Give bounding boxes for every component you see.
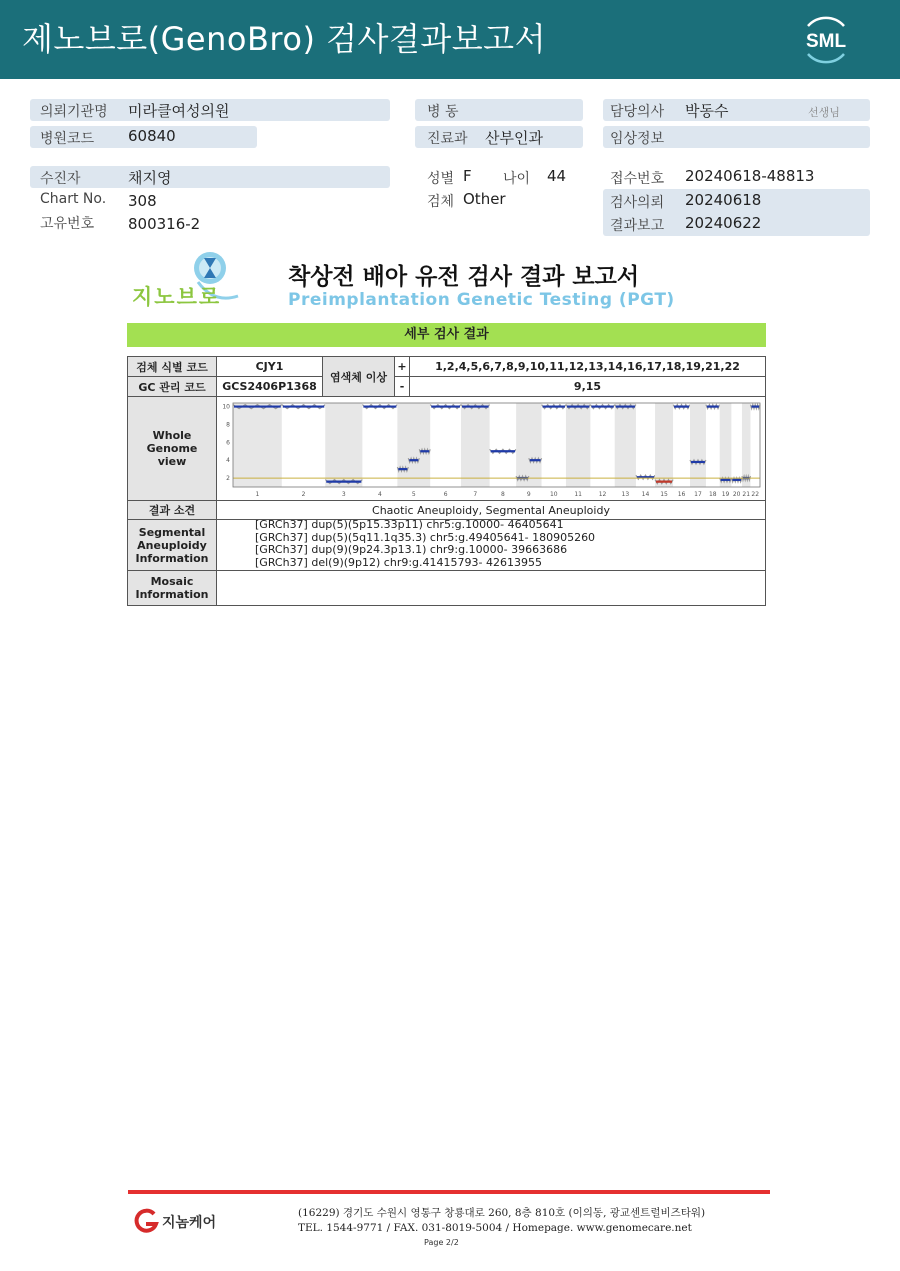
x-axis-label: 10	[549, 491, 558, 498]
chromosome-abnormal-label: 염색체 이상	[322, 356, 395, 397]
x-axis-label: 1	[255, 491, 260, 498]
report-title-english: Preimplantation Genetic Testing (PGT)	[288, 290, 675, 310]
examinee-label: 수진자	[40, 171, 81, 187]
sml-logo-icon	[798, 12, 854, 68]
request-date-label: 검사의뢰	[610, 195, 665, 211]
doctor-value: 박동수	[685, 102, 729, 120]
hospital-code-value: 60840	[128, 127, 176, 145]
doctor-label: 담당의사	[610, 104, 665, 120]
finding-label: 결과 소견	[127, 500, 217, 520]
institution-value: 미라클여성의원	[128, 102, 230, 120]
chromosome-band	[720, 403, 732, 487]
examinee-value: 채지영	[128, 169, 172, 187]
chromosome-band	[233, 403, 282, 487]
x-axis-label: 11	[574, 491, 582, 498]
unique-no-label: 고유번호	[40, 216, 95, 232]
x-axis-label: 16	[677, 491, 686, 498]
y-axis-tick: 6	[226, 439, 230, 447]
unique-no-value: 800316-2	[128, 215, 201, 233]
x-axis-label: 9	[526, 491, 531, 498]
specimen-label: 검체	[427, 194, 455, 210]
page-number: Page 2/2	[424, 1238, 459, 1247]
department-label: 진료과	[427, 131, 468, 147]
mosaic-info-value	[216, 570, 766, 606]
age-value: 44	[547, 167, 567, 185]
chart-no-label: Chart No.	[40, 191, 107, 207]
chromosome-band	[615, 403, 636, 487]
segmental-line: [GRCh37] dup(9)(9p24.3p13.1) chr9:g.10000- 39663686	[255, 543, 568, 556]
company-address-block	[298, 1206, 705, 1236]
receipt-value: 20240618-48813	[685, 167, 815, 185]
chromosome-band	[566, 403, 590, 487]
x-axis-label: 7	[473, 491, 478, 498]
genobro-logo-text: 지노브로	[132, 285, 222, 309]
whole-genome-view-label: Whole Genome view	[127, 396, 217, 501]
chromosome-band	[655, 403, 673, 487]
institution-label: 의뢰기관명	[40, 104, 108, 120]
genomecare-logo-icon	[132, 1208, 160, 1234]
company-contact: TEL. 1544-9771 / FAX. 031-8019-5004 / Homepage. www.genomecare.net	[298, 1222, 692, 1234]
company-address: (16229) 경기도 수원시 영통구 창룡대로 260, 8층 810호 (이의동, 광교센트럴비즈타워)	[298, 1207, 706, 1219]
x-axis-label: 2	[301, 491, 306, 498]
x-axis-label: 6	[443, 491, 448, 498]
ward-label: 병 동	[427, 104, 459, 120]
x-axis-label: 13	[621, 491, 630, 498]
x-axis-label: 22	[751, 491, 760, 498]
sex-label: 성별	[427, 171, 455, 187]
x-axis-label: 17	[694, 491, 702, 498]
y-axis-tick: 4	[226, 457, 230, 465]
x-axis-label: 19	[721, 491, 730, 498]
chromosome-band	[461, 403, 490, 487]
x-axis-label: 20	[732, 491, 741, 498]
chromosome-band	[397, 403, 430, 487]
segmental-aneuploidy-list	[255, 519, 595, 569]
examinee-row-bg	[30, 166, 390, 188]
department-value: 산부인과	[485, 129, 543, 147]
detail-section-header: 세부 검사 결과	[127, 323, 766, 347]
sex-value: F	[463, 167, 472, 185]
age-label: 나이	[503, 171, 531, 187]
x-axis-label: 18	[708, 491, 717, 498]
y-axis-tick: 8	[226, 421, 230, 429]
receipt-label: 접수번호	[610, 171, 665, 187]
chromosome-band	[690, 403, 706, 487]
chromosome-band	[325, 403, 362, 487]
x-axis-label: 12	[598, 491, 607, 498]
whole-genome-view-cell	[216, 396, 766, 501]
request-date-value: 20240618	[685, 191, 762, 209]
loss-sign: -	[394, 376, 410, 397]
gain-sign: +	[394, 356, 410, 377]
x-axis-label: 5	[411, 491, 416, 498]
gc-code-label: GC 관리 코드	[127, 376, 217, 397]
doctor-suffix: 선생님	[808, 106, 840, 119]
footer-divider	[128, 1190, 770, 1194]
hospital-code-label: 병원코드	[40, 131, 95, 147]
clinical-label: 임상정보	[610, 131, 665, 147]
mosaic-info-label: Mosaic Information	[127, 570, 217, 606]
specimen-code-label: 검체 식별 코드	[127, 356, 217, 377]
gain-chromosomes: 1,2,4,5,6,7,8,9,10,11,12,13,14,16,17,18,19,21,22	[409, 356, 766, 377]
x-axis-label: 8	[500, 491, 505, 498]
plot-frame	[233, 403, 760, 487]
page-title: 제노브로(GenoBro) 검사결과보고서	[22, 20, 547, 58]
segmental-line: [GRCh37] dup(5)(5q11.1q35.3) chr5:g.49405641- 180905260	[255, 530, 596, 544]
report-date-value: 20240622	[685, 214, 762, 232]
x-axis-label: 15	[660, 491, 668, 498]
genobro-logo	[128, 248, 248, 312]
segmental-line: [GRCh37] del(9)(9p12) chr9:g.41415793- 42613955	[255, 555, 542, 569]
company-name: 지놈케어	[162, 1215, 217, 1231]
x-axis-label: 14	[641, 491, 650, 498]
segmental-line: [GRCh37] dup(5)(5p15.33p11) chr5:g.10000- 46405641	[255, 518, 564, 531]
y-axis-tick: 2	[226, 475, 230, 483]
report-title-korean: 착상전 배아 유전 검사 결과 보고서	[288, 264, 640, 290]
report-date-label: 결과보고	[610, 218, 665, 234]
chart-no-value: 308	[128, 192, 157, 210]
gc-code-value: GCS2406P1368	[216, 376, 323, 397]
x-axis-label: 3	[341, 491, 346, 498]
specimen-value: Other	[463, 190, 506, 208]
x-axis-label: 4	[377, 491, 382, 498]
loss-chromosomes: 9,15	[409, 376, 766, 397]
finding-value: Chaotic Aneuploidy, Segmental Aneuploidy	[216, 500, 766, 520]
whole-genome-plot	[217, 397, 765, 500]
chromosome-band	[516, 403, 541, 487]
specimen-code-value: CJY1	[216, 356, 323, 377]
x-axis-label: 21	[742, 491, 751, 498]
y-axis-tick: 10	[222, 403, 230, 411]
segmental-aneuploidy-label: Segmental Aneuploidy Information	[127, 519, 217, 571]
sml-logo-text: SML	[805, 31, 847, 52]
